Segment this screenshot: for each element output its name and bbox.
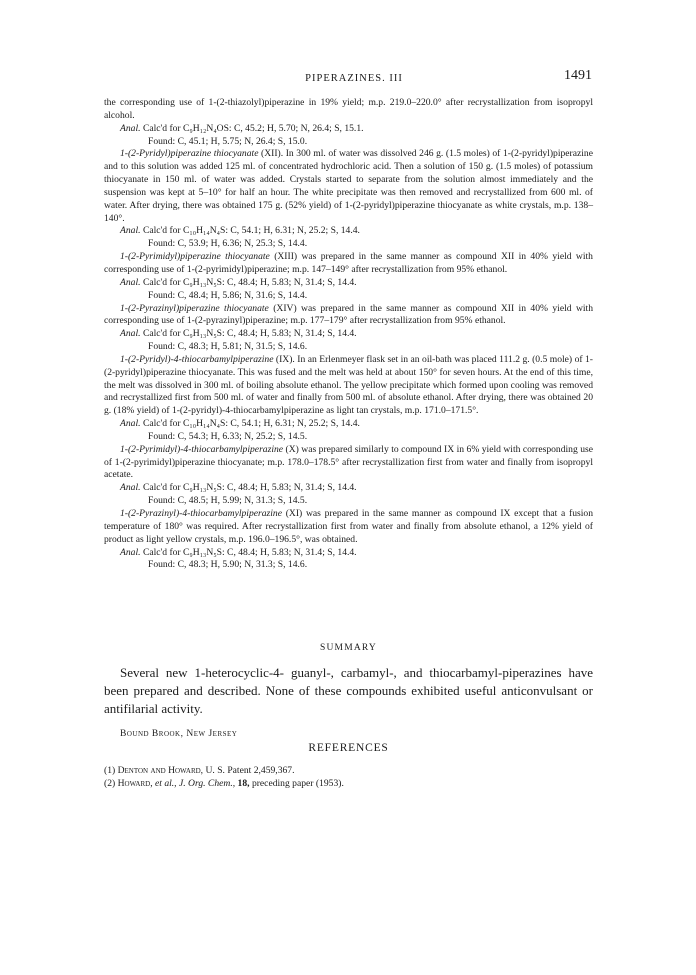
experimental-body xyxy=(104,97,593,572)
compound-xiii-paragraph: 1-(2-Pyrimidyl)piperazine thiocyanate (XIII) was prepared in the same manner as compound XII in 40% yield with corresponding use of 1-(2-pyrimidyl)piperazine; m.p. 147–149° after recrystallization from 95% ethanol. xyxy=(104,251,593,275)
compound-xii-paragraph: 1-(2-Pyridyl)piperazine thiocyanate (XII). In 300 ml. of water was dissolved 246 g. (1.5 moles) of 1-(2-pyridyl)piperazine and to this solution was added 125 ml. of concentrated hydrochloric acid. Then a solution of 150 g. (1.5 moles) of potassium thiocyanate in 150 ml. of water was added. Crystals started to separate from the solution almost immediately and the suspension was kept at 5–10° for half an hour. The white precipitate was then removed and recrystallized from 600 ml. of water. After drying, there was obtained 175 g. (52% yield) of 1-(2-pyridyl)piperazine thiocyanate as white crystals, m.p. 138–140°. xyxy=(104,148,593,224)
analysis-found: Found: C, 48.5; H, 5.99; N, 31.3; S, 14.5. xyxy=(148,495,308,507)
compound-xi-paragraph: 1-(2-Pyrazinyl)-4-thiocarbamylpiperazine (XI) was prepared in the same manner as compound IX except that a fusion temperature of 180° was required. After recrystallization first from water and finally from absolute ethanol, a 12% yield of product as light yellow crystals, m.p. 196.0–196.5°, was obtained. xyxy=(104,508,593,545)
paragraph-continued: the corresponding use of 1-(2-thiazolyl)piperazine in 19% yield; m.p. 219.0–220.0° after recrystallization from isopropyl alcohol. xyxy=(104,97,593,121)
compound-xiv-paragraph: 1-(2-Pyrazinyl)piperazine thiocyanate (XIV) was prepared in the same manner as compound XII in 40% yield with corresponding use of 1-(2-pyrazinyl)piperazine; m.p. 177–179° after recrystallization from 95% ethanol. xyxy=(104,302,594,327)
summary-heading: SUMMARY xyxy=(320,643,377,653)
compound-ix-paragraph: 1-(2-Pyridyl)-4-thiocarbamylpiperazine (IX). In an Erlenmeyer flask set in an oil-bath was placed 111.2 g. (0.5 mole) of 1-(2-pyridyl)piperazine thiocyanate. This was fused and the melt was held at about 150° for seven hours. At the end of this time, the melt was dissolved in 300 ml. of boiling absolute ethanol. The yellow precipitate which formed upon cooling was removed and recrystallized first from 500 ml. of water and finally from 500 ml. of absolute ethanol. After drying, there was obtained 20 g. (18% yield) of 1-(2-pyridyl)-4-thiocarbamylpiperazine as light tan crystals, m.p. 171.0–171.5°. xyxy=(104,353,593,417)
analysis-calc: Anal. Calc'd for C₁₀H₁₄N₄S: C, 54.1; H, 6.31; N, 25.2; S, 14.4. xyxy=(120,418,360,430)
analysis-calc: Anal. Calc'd for C₉H₁₃N₅S: C, 48.4; H, 5.83; N, 31.4; S, 14.4. xyxy=(120,276,357,288)
author-location: Bound Brook, New Jersey xyxy=(120,729,238,739)
analysis-calc: Anal. Calc'd for C₁₀H₁₄N₄S: C, 54.1; H, 6.31; N, 25.2; S, 14.4. xyxy=(120,225,360,237)
reference-item: (1) Denton and Howard, U. S. Patent 2,459,367. xyxy=(104,765,295,776)
analysis-calc: Anal. Calc'd for C₉H₁₃N₅S: C, 48.4; H, 5.83; N, 31.4; S, 14.4. xyxy=(120,482,357,494)
analysis-calc: Anal. Calc'd for C₉H₁₃N₅S: C, 48.4; H, 5.83; N, 31.4; S, 14.4. xyxy=(120,328,357,340)
compound-x-paragraph: 1-(2-Pyrimidyl)-4-thiocarbamylpiperazine (X) was prepared similarly to compound IX in 6% yield with corresponding use of 1-(2-pyrimidyl)piperazine thiocyanate; m.p. 178.0–178.5° after recrystallization first from water and finally from isopropyl acetate. xyxy=(104,443,593,481)
analysis-found: Found: C, 53.9; H, 6.36; N, 25.3; S, 14.4. xyxy=(148,238,308,250)
references-heading: REFERENCES xyxy=(308,742,389,754)
analysis-found: Found: C, 48.3; H, 5.90; N, 31.3; S, 14.6. xyxy=(148,559,308,571)
analysis-calc: Anal. Calc'd for C₉H₁₂N₄OS: C, 45.2; H, 5.70; N, 26.4; S, 15.1. xyxy=(120,122,364,134)
analysis-found: Found: C, 54.3; H, 6.33; N, 25.2; S, 14.5. xyxy=(148,430,308,442)
analysis-found: Found: C, 45.1; H, 5.75; N, 26.4; S, 15.0. xyxy=(148,135,308,147)
page-number: 1491 xyxy=(564,68,592,83)
compound-name: 1-(2-Pyridyl)-4-thiocarbamylpiperazine xyxy=(120,353,274,365)
compound-name: 1-(2-Pyrazinyl)piperazine thiocyanate xyxy=(120,302,269,314)
compound-name: 1-(2-Pyrazinyl)-4-thiocarbamylpiperazine xyxy=(120,508,282,519)
compound-name: 1-(2-Pyrimidyl)piperazine thiocyanate xyxy=(120,251,270,263)
analysis-calc: Anal. Calc'd for C₉H₁₃N₅S: C, 48.4; H, 5.83; N, 31.4; S, 14.4. xyxy=(120,546,357,558)
reference-item: (2) Howard, et al., J. Org. Chem., 18, preceding paper (1953). xyxy=(104,778,344,789)
compound-name: 1-(2-Pyrimidyl)-4-thiocarbamylpiperazine xyxy=(120,443,284,455)
compound-name: 1-(2-Pyridyl)piperazine thiocyanate xyxy=(120,148,259,160)
analysis-found: Found: C, 48.3; H, 5.81; N, 31.5; S, 14.6. xyxy=(148,341,308,353)
references-list xyxy=(104,764,593,790)
running-head xyxy=(104,73,604,84)
summary-text: Several new 1-heterocyclic-4- guanyl-, carbamyl-, and thiocarbamyl-piperazines have been prepared and described. None of these compounds exhibited useful anticonvulsant or antifilarial activity. xyxy=(104,665,593,716)
analysis-found: Found: C, 48.4; H, 5.86; N, 31.6; S, 14.4. xyxy=(148,289,308,301)
running-title: PIPERAZINES. III xyxy=(305,73,403,84)
